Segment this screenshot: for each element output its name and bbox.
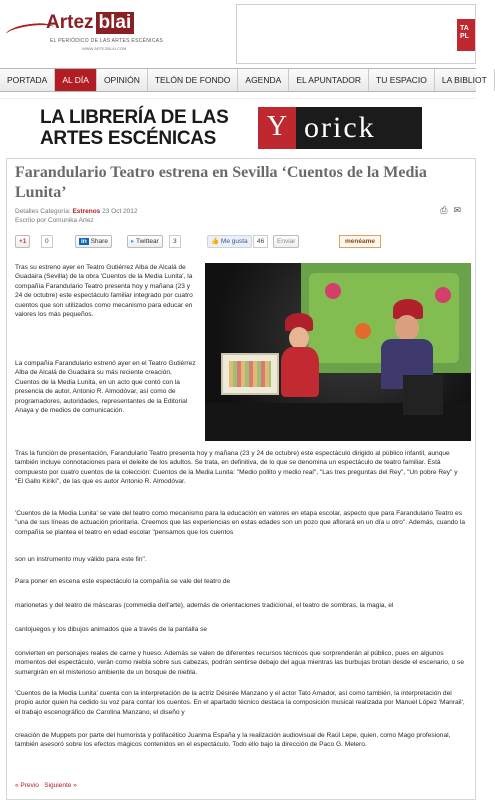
- print-icon[interactable]: ⎙: [440, 205, 448, 215]
- paragraph-7: marionetas y del teatro de máscaras (commedia dell'arte), además de orientaciones tradicional, el teatro de sombras, la magia, el: [15, 602, 394, 609]
- actress-figure: [275, 313, 325, 403]
- top-advertisement[interactable]: [236, 4, 476, 64]
- email-icon[interactable]: ✉: [453, 205, 461, 215]
- site-header: [0, 0, 476, 66]
- nav-item-1[interactable]: AL DÍA: [55, 69, 97, 91]
- linkedin-icon: in: [81, 238, 87, 245]
- paragraph-3: Tras la función de presentación, Farandulario Teatro presenta hoy y mañana (23 y 24 de octubre) este espectáculo dirigido al público infantil, aunque también incluye connotaciones para el deleite de los adultos. Se trata, en definitiva, de lo que se denomina un espectáculo de teatro familiar. Está compuesto por cuatro cuentos de la colección: Cuentos de la Media Lunita: "Medio pollito y medio real", "Las tres preguntas del Rey", "Un pobre Rey" y "El Gallo Kirikí", de las que es autor Antonio R. Almodóvar.: [15, 450, 458, 486]
- paragraph-11: creación de Muppets por parte del humorista y polifacético Juanma España y la realización audiovisual de Raúl Lepe, quien, como Mago profesional, también asesoró sobre los efectos mágicos contenidos en el espectáculo. Todo ello bajo la dirección de Paco G. Melero.: [15, 732, 451, 749]
- twitter-label: Twittear: [135, 238, 159, 245]
- gplus-button[interactable]: +1: [15, 235, 30, 248]
- top-ad-label: TA PL: [457, 19, 475, 51]
- nav-item-6[interactable]: TU ESPACIO: [369, 69, 435, 91]
- previous-link[interactable]: « Previo: [15, 782, 39, 789]
- nav-item-2[interactable]: OPINIÓN: [97, 69, 148, 91]
- linkedin-label: Share: [90, 238, 108, 245]
- next-link[interactable]: Siguiente »: [44, 782, 77, 789]
- paragraph-2: La compañía Farandulario estrenó ayer en el Teatro Gutiérrez Alba de Alcalá de Guadaira su más reciente creación, Cuentos de la Media Lunita, en un acto que contó con la presencia de autor, Antonio R. Almodóvar, así como de programadores, autoridades, representantes de la Editorial Anaya y de medios de comunicación.: [15, 360, 196, 415]
- facebook-icon: 👍: [211, 238, 220, 245]
- main-nav: [0, 68, 487, 92]
- meneame-button[interactable]: menéame: [339, 235, 381, 248]
- meta-author: Escrito por Comunika Artez: [15, 217, 94, 224]
- site-logo[interactable]: [6, 6, 166, 58]
- logo-wordmark: [46, 12, 134, 34]
- yorick-logo: [258, 107, 422, 149]
- facebook-send-button[interactable]: Enviar: [273, 235, 299, 248]
- article-meta: [15, 207, 138, 225]
- facebook-like-button[interactable]: [207, 235, 252, 248]
- nav-item-4[interactable]: AGENDA: [238, 69, 289, 91]
- nav-item-7[interactable]: LA BIBLIOT: [435, 69, 495, 91]
- pagination: [15, 781, 467, 790]
- paragraph-9: convierten en personajes reales de carne y hueso. Además se valen de diferentes recursos técnicos que sorprenderán al público, pues en algunos momentos del espectáculo, verán como niebla sobre sus cabezas, podrán sentirse debajo del agua mientras las burbujas brotan desde el escenario, o se sumergirán en el misterioso ambiente de un bosque de niebla.: [15, 650, 465, 676]
- banner-text: LA LIBRERÍA DE LAS ARTES ESCÉNICAS: [40, 107, 229, 149]
- meta-category-label: Categoría:: [40, 208, 71, 215]
- facebook-label: Me gusta: [220, 238, 248, 245]
- meta-details: Detalles: [15, 208, 39, 215]
- yorick-banner[interactable]: [0, 98, 476, 154]
- nav-item-3[interactable]: TELÓN DE FONDO: [148, 69, 239, 91]
- meta-date: 23 Oct 2012: [102, 208, 138, 215]
- paragraph-10: 'Cuentos de la Media Lunita' cuenta con la interpretación de la actriz Désirée Manzano y el actor Tato Amador, así como también, la interpretación del propio autor quien ha cedido su voz para contar los cuentos. En el apartado técnico destaca la composición musical realizada por Manuel López 'Manrail', el trabajo escenográfico de Carolina Manzano, el diseño y: [15, 690, 465, 716]
- twitter-button[interactable]: [127, 235, 163, 248]
- paragraph-4: 'Cuentos de la Media Lunita' se vale del teatro como mecanismo para la educación en valores en etapa escolar, aspecto que para Farandulario Teatro es "una de sus líneas de actuación prioritaria. Creemos que las experiencias en estas edades son un pozo que aflorará en un día u otro". Además, cuando la compañía se plantea el teatro en edad escolar "pensamos que los cuentos: [15, 510, 466, 536]
- linkedin-share-button[interactable]: [75, 235, 112, 248]
- meta-category[interactable]: Estrenos: [72, 208, 101, 215]
- article-tools: [440, 205, 461, 216]
- article-title: Farandulario Teatro estrena en Sevilla ‘Cuentos de la Media Lunita’: [15, 164, 427, 201]
- nav-item-0[interactable]: PORTADA: [0, 69, 55, 91]
- social-share-bar: [11, 235, 473, 253]
- logo-word-1: Artez: [46, 12, 94, 33]
- gplus-count: 0: [41, 235, 53, 248]
- paragraph-5: son un instrumento muy válido para este fin".: [15, 556, 147, 563]
- logo-word-2: blai: [96, 12, 135, 34]
- yorick-wordmark: orick: [304, 111, 376, 144]
- actor-figure: [373, 299, 443, 409]
- paragraph-8: cantojuegos y los dibujos animados que a través de la pantalla se: [15, 626, 208, 633]
- logo-tagline: EL PERIÓDICO DE LAS ARTES ESCÉNICAS: [50, 38, 164, 44]
- nav-item-5[interactable]: EL APUNTADOR: [289, 69, 369, 91]
- paragraph-1: Tras su estreno ayer en Teatro Gutiérrez Alba de Alcalá de Guadaira (Sevilla) de la obra 'Cuentos de la Media Lunita', la compañía Farandulario Teatro presenta hoy y mañana (23 y 24 de octubre) este espectáculo familiar integrado por cuatro cuentos que son utilizados como mecanismo para educar en valores los más pequeños.: [15, 264, 193, 319]
- logo-url: WWW.ARTEZBLAI.COM: [82, 46, 127, 51]
- yorick-initial: Y: [258, 107, 296, 149]
- paragraph-6: Para poner en escena este espectáculo la compañía se vale del teatro de: [15, 578, 231, 585]
- twitter-count: 3: [169, 235, 181, 248]
- article-photo: [205, 263, 471, 441]
- article-card: [6, 158, 476, 800]
- storybook-prop: [221, 353, 279, 395]
- twitter-icon: ▸: [131, 238, 135, 245]
- facebook-count: 46: [253, 235, 268, 248]
